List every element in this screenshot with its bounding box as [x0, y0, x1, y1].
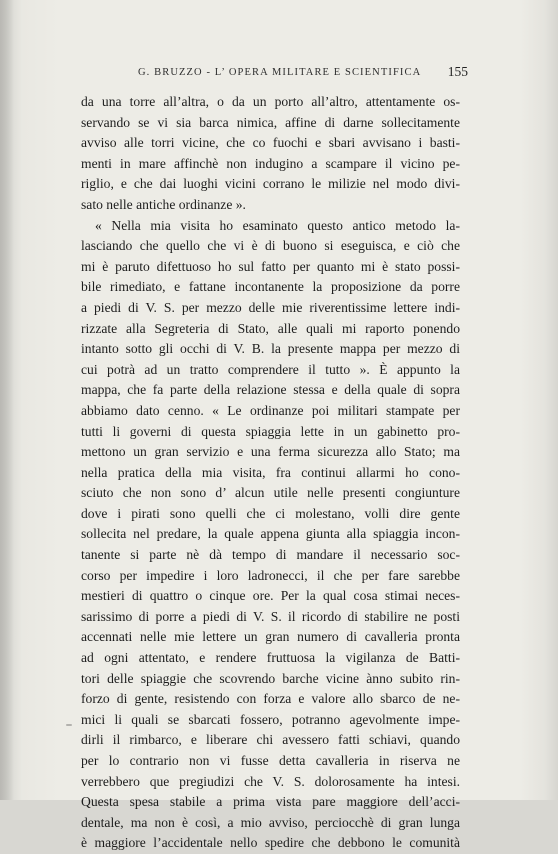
text-line: tutti li governi di questa spiaggia lette in un gabinetto pro-: [81, 423, 460, 439]
text-line: sollecita nel predare, la quale appena giunta alla spiaggia incon-: [81, 526, 460, 542]
text-line: mici li quali se sbarcati fossero, potranno agevolmente impe-: [81, 711, 460, 727]
text-line: è maggiore l’accidentale nello spedire che debbono le comunità: [81, 835, 460, 851]
text-line: a piedi di V. S. per mezzo delle mie riverentissime lettere indi-: [81, 299, 460, 315]
text-line: avviso alle torri vicine, che co fuochi e sbari avvisano i basti-: [81, 135, 460, 151]
text-line: dentale, ma non è così, a mio avviso, perciocchè di gran lunga: [81, 814, 460, 830]
text-line: sarissimo di porre a piedi di V. S. il ricordo di stabilire ne posti: [81, 608, 460, 624]
text-line: mestieri di quattro o cinque ore. Per la qual cosa stimai neces-: [81, 588, 460, 604]
text-line: bile rimediato, e fattane incontanente la proposizione da porre: [81, 279, 460, 295]
page-gutter-shadow: [0, 0, 14, 800]
text-line: Questa spesa stabile a prima vista pare maggiore dell’acci-: [81, 794, 460, 810]
text-line: servando se vi sia barca nimica, affine di darne sollecitamente: [81, 114, 460, 130]
text-line: menti in mare affinchè non indugino a scampare il vicino pe-: [81, 155, 460, 171]
running-title: G. BRUZZO - L’ OPERA MILITARE E SCIENTIFICA: [138, 67, 422, 78]
text-line: sciuto che non sono d’ alcun utile nelle presenti congiunture: [81, 485, 460, 501]
text-line: nella pratica della mia visita, fra continui allarmi ho cono-: [81, 464, 460, 480]
text-line: forzo di gente, resistendo con forza e valore allo sbarco de ne-: [81, 691, 460, 707]
text-line: abbiamo dato cenno. « Le ordinanze poi militari stampate per: [81, 402, 460, 418]
text-line: sato nelle antiche ordinanze ».: [81, 196, 246, 212]
page-number: 155: [447, 64, 468, 79]
body-text: [81, 92, 460, 854]
text-line: verrebbero que pregiudizi che V. S. dolorosamente ha intesi.: [81, 773, 460, 789]
text-line: accennati nelle mie lettere un gran numero di cavalleria pronta: [81, 629, 460, 645]
text-line: mappa, che fa parte della relazione stessa e della quale di sopra: [81, 382, 460, 398]
text-line: da una torre all’altra, o da un porto all’altro, attentamente os-: [81, 94, 460, 109]
text-line: tori delle spiaggie che scovrendo barche vicine ànno subito rin-: [81, 670, 460, 686]
text-line: rizzate alla Segreteria di Stato, alle quali mi raporto ponendo: [81, 320, 460, 336]
paper-speck: [66, 724, 72, 726]
text-line: riglio, e che dai luoghi vicini corrano le milizie nel modo divi-: [81, 176, 460, 192]
text-line: « Nella mia visita ho esaminato questo antico metodo la-: [95, 217, 460, 233]
text-line: tanente si parte nè dà tempo di mandare il necessario soc-: [81, 547, 460, 563]
text-line: intanto sotto gli occhi di V. B. la presente mappa per mezzo di: [81, 341, 460, 357]
text-line: per lo contrario non vi fusse detta cavalleria in riserva ne: [81, 753, 460, 768]
text-line: lasciando che quello che vi è di buono si eseguisca, e ciò che: [81, 238, 460, 254]
text-line: mi è paruto difettuoso ho sul fatto per quanto mi è stato possi-: [81, 258, 460, 274]
running-header: [76, 64, 468, 84]
text-line: dove i pirati sono quelli che ci molestano, volli dire gente: [81, 505, 460, 521]
text-line: ad ogni attentato, e rendere fruttuosa la vigilanza de Batti-: [81, 650, 460, 666]
text-line: mettono un gran servizio e una ferma sicurezza allo Stato; ma: [81, 444, 460, 460]
text-line: dirli il rimbarco, e liberare chi avessero fatti schiavi, quando: [81, 732, 460, 748]
text-line: corso per impedire i loro ladronecci, il che per fare sarebbe: [81, 567, 460, 583]
text-line: cui potrà ad un tratto comprendere il tutto ». È appunto la: [81, 361, 460, 377]
